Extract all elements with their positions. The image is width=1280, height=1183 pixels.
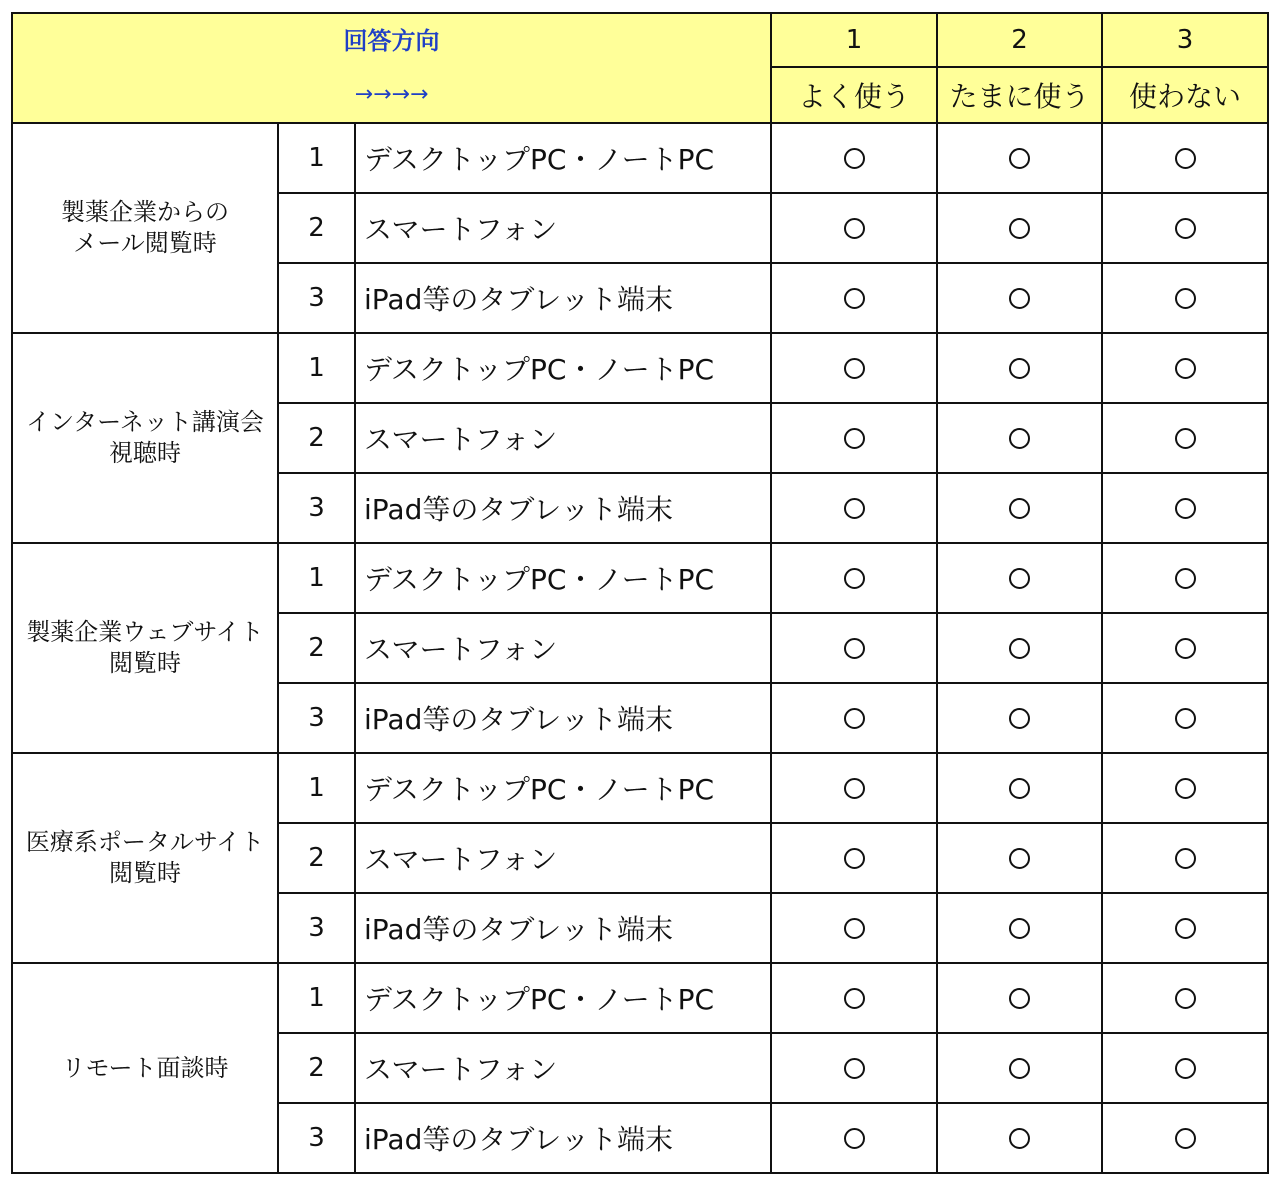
empty-circle-icon[interactable] — [1009, 148, 1030, 169]
device-number: 2 — [278, 403, 355, 473]
empty-circle-icon[interactable] — [844, 568, 865, 589]
option-label-never: 使わない — [1102, 67, 1268, 123]
empty-circle-icon[interactable] — [844, 1128, 865, 1149]
empty-circle-icon[interactable] — [1009, 778, 1030, 799]
empty-circle-icon[interactable] — [844, 1058, 865, 1079]
device-number: 2 — [278, 823, 355, 893]
empty-circle-icon[interactable] — [844, 218, 865, 239]
option-cell-3[interactable] — [1102, 613, 1268, 683]
option-cell-3[interactable] — [1102, 193, 1268, 263]
option-cell-2[interactable] — [937, 403, 1102, 473]
option-cell-2[interactable] — [937, 543, 1102, 613]
empty-circle-icon[interactable] — [844, 498, 865, 519]
empty-circle-icon[interactable] — [1009, 1128, 1030, 1149]
option-cell-3[interactable] — [1102, 123, 1268, 193]
table-row — [12, 123, 1268, 193]
option-cell-1[interactable] — [771, 473, 937, 543]
device-label: デスクトップPC・ノートPC — [355, 963, 771, 1033]
option-cell-1[interactable] — [771, 263, 937, 333]
empty-circle-icon[interactable] — [844, 988, 865, 1009]
option-cell-1[interactable] — [771, 963, 937, 1033]
option-cell-3[interactable] — [1102, 263, 1268, 333]
empty-circle-icon[interactable] — [1009, 988, 1030, 1009]
device-number: 1 — [278, 123, 355, 193]
empty-circle-icon[interactable] — [1175, 218, 1196, 239]
option-cell-1[interactable] — [771, 1033, 937, 1103]
empty-circle-icon[interactable] — [1175, 1058, 1196, 1079]
empty-circle-icon[interactable] — [844, 358, 865, 379]
scenario-label-line: 製薬企業からの — [61, 198, 229, 226]
device-label: スマートフォン — [355, 193, 771, 263]
device-label: スマートフォン — [355, 1033, 771, 1103]
empty-circle-icon[interactable] — [844, 428, 865, 449]
option-cell-2[interactable] — [937, 753, 1102, 823]
empty-circle-icon[interactable] — [1009, 358, 1030, 379]
table-row — [12, 543, 1268, 613]
option-cell-1[interactable] — [771, 1103, 937, 1173]
scenario-label-line: 視聴時 — [109, 439, 181, 467]
empty-circle-icon[interactable] — [1175, 708, 1196, 729]
option-cell-1[interactable] — [771, 193, 937, 263]
empty-circle-icon[interactable] — [1009, 918, 1030, 939]
empty-circle-icon[interactable] — [1175, 428, 1196, 449]
device-label: スマートフォン — [355, 613, 771, 683]
table-body — [12, 123, 1268, 1173]
scenario-label — [12, 543, 278, 753]
device-label: デスクトップPC・ノートPC — [355, 543, 771, 613]
answer-direction-title: 回答方向 — [343, 27, 440, 55]
scenario-label-line: リモート面談時 — [61, 1053, 229, 1082]
empty-circle-icon[interactable] — [1175, 498, 1196, 519]
option-cell-1[interactable] — [771, 543, 937, 613]
empty-circle-icon[interactable] — [1009, 428, 1030, 449]
empty-circle-icon[interactable] — [1175, 1128, 1196, 1149]
table-row — [12, 963, 1268, 1033]
empty-circle-icon[interactable] — [1175, 288, 1196, 309]
empty-circle-icon[interactable] — [844, 708, 865, 729]
empty-circle-icon[interactable] — [1175, 358, 1196, 379]
device-number: 2 — [278, 1033, 355, 1103]
device-label: iPad等のタブレット端末 — [355, 263, 771, 333]
device-number: 3 — [278, 1103, 355, 1173]
device-number: 2 — [278, 613, 355, 683]
device-label: スマートフォン — [355, 403, 771, 473]
answer-direction-arrows: →→→→ — [354, 82, 429, 107]
option-cell-2[interactable] — [937, 473, 1102, 543]
option-cell-1[interactable] — [771, 403, 937, 473]
scenario-label-line: 医療系ポータルサイト — [25, 828, 265, 856]
empty-circle-icon[interactable] — [844, 638, 865, 659]
option-cell-1[interactable] — [771, 333, 937, 403]
empty-circle-icon[interactable] — [1175, 988, 1196, 1009]
option-cell-1[interactable] — [771, 893, 937, 963]
option-cell-2[interactable] — [937, 193, 1102, 263]
scenario-label-line: 閲覧時 — [109, 649, 181, 677]
device-label: iPad等のタブレット端末 — [355, 1103, 771, 1173]
option-cell-2[interactable] — [937, 263, 1102, 333]
device-number: 1 — [278, 543, 355, 613]
device-number: 3 — [278, 473, 355, 543]
option-cell-3[interactable] — [1102, 753, 1268, 823]
empty-circle-icon[interactable] — [1175, 848, 1196, 869]
scenario-label — [12, 963, 278, 1173]
option-cell-1[interactable] — [771, 613, 937, 683]
scenario-label-line: メール閲覧時 — [73, 229, 217, 257]
answer-direction-header — [12, 13, 771, 123]
empty-circle-icon[interactable] — [1009, 638, 1030, 659]
device-number: 3 — [278, 893, 355, 963]
device-number: 3 — [278, 683, 355, 753]
empty-circle-icon[interactable] — [1175, 638, 1196, 659]
option-number-2: 2 — [937, 13, 1102, 67]
empty-circle-icon[interactable] — [1009, 708, 1030, 729]
device-label: iPad等のタブレット端末 — [355, 893, 771, 963]
empty-circle-icon[interactable] — [844, 778, 865, 799]
empty-circle-icon[interactable] — [1009, 218, 1030, 239]
option-cell-2[interactable] — [937, 123, 1102, 193]
empty-circle-icon[interactable] — [844, 918, 865, 939]
option-cell-3[interactable] — [1102, 473, 1268, 543]
empty-circle-icon[interactable] — [1175, 918, 1196, 939]
device-label: デスクトップPC・ノートPC — [355, 753, 771, 823]
device-number: 1 — [278, 963, 355, 1033]
scenario-label — [12, 123, 278, 333]
option-cell-2[interactable] — [937, 1103, 1102, 1173]
empty-circle-icon[interactable] — [1175, 568, 1196, 589]
scenario-label-line: インターネット講演会 — [26, 408, 264, 436]
empty-circle-icon[interactable] — [1009, 498, 1030, 519]
device-label: デスクトップPC・ノートPC — [355, 123, 771, 193]
option-cell-3[interactable] — [1102, 823, 1268, 893]
option-cell-1[interactable] — [771, 823, 937, 893]
empty-circle-icon[interactable] — [844, 288, 865, 309]
option-cell-3[interactable] — [1102, 543, 1268, 613]
option-number-1: 1 — [771, 13, 937, 67]
option-cell-3[interactable] — [1102, 333, 1268, 403]
option-cell-3[interactable] — [1102, 683, 1268, 753]
option-cell-3[interactable] — [1102, 893, 1268, 963]
empty-circle-icon[interactable] — [1009, 848, 1030, 869]
scenario-label-line: 製薬企業ウェブサイト — [26, 618, 264, 646]
device-number: 2 — [278, 193, 355, 263]
option-label-often: よく使う — [771, 67, 937, 123]
device-number: 1 — [278, 753, 355, 823]
option-cell-2[interactable] — [937, 963, 1102, 1033]
table-row — [12, 753, 1268, 823]
option-cell-3[interactable] — [1102, 1033, 1268, 1103]
device-label: iPad等のタブレット端末 — [355, 473, 771, 543]
table-row — [12, 333, 1268, 403]
scenario-label-line: 閲覧時 — [109, 859, 181, 887]
empty-circle-icon[interactable] — [1009, 568, 1030, 589]
option-cell-1[interactable] — [771, 683, 937, 753]
device-number: 1 — [278, 333, 355, 403]
device-label: iPad等のタブレット端末 — [355, 683, 771, 753]
option-cell-3[interactable] — [1102, 963, 1268, 1033]
option-cell-3[interactable] — [1102, 1103, 1268, 1173]
device-number: 3 — [278, 263, 355, 333]
empty-circle-icon[interactable] — [1175, 778, 1196, 799]
empty-circle-icon[interactable] — [1175, 148, 1196, 169]
scenario-label — [12, 333, 278, 543]
survey-table — [11, 12, 1269, 1174]
option-cell-1[interactable] — [771, 123, 937, 193]
empty-circle-icon[interactable] — [844, 148, 865, 169]
device-label: デスクトップPC・ノートPC — [355, 333, 771, 403]
empty-circle-icon[interactable] — [844, 848, 865, 869]
empty-circle-icon[interactable] — [1009, 288, 1030, 309]
option-cell-2[interactable] — [937, 333, 1102, 403]
table-header — [12, 13, 1268, 123]
option-cell-2[interactable] — [937, 613, 1102, 683]
option-cell-2[interactable] — [937, 683, 1102, 753]
option-cell-1[interactable] — [771, 753, 937, 823]
option-cell-2[interactable] — [937, 823, 1102, 893]
option-number-3: 3 — [1102, 13, 1268, 67]
option-cell-3[interactable] — [1102, 403, 1268, 473]
option-cell-2[interactable] — [937, 1033, 1102, 1103]
empty-circle-icon[interactable] — [1009, 1058, 1030, 1079]
scenario-label — [12, 753, 278, 963]
option-cell-2[interactable] — [937, 893, 1102, 963]
device-label: スマートフォン — [355, 823, 771, 893]
option-label-sometimes: たまに使う — [937, 67, 1102, 123]
